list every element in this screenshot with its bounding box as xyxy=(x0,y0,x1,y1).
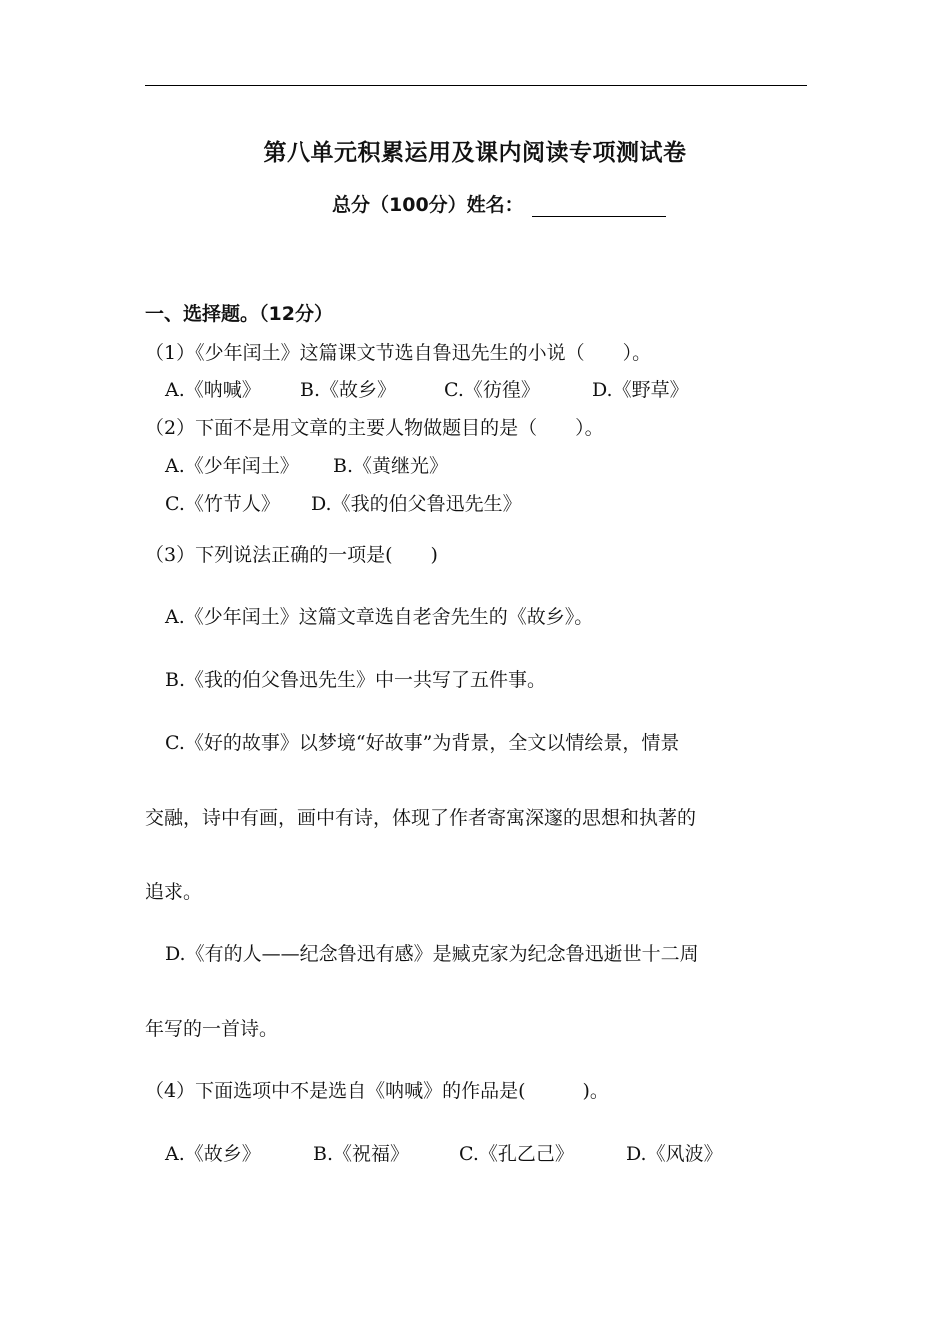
q2-options-row1 xyxy=(165,454,448,478)
q4-options xyxy=(165,1142,723,1166)
q4-option-d: D.《风波》 xyxy=(626,1143,723,1165)
q3-option-c-line3: 追求。 xyxy=(145,881,203,903)
q3-option-d-line2: 年写的一首诗。 xyxy=(145,1018,279,1040)
q3-option-a: A.《少年闰土》这篇文章选自老舍先生的《故乡》。 xyxy=(165,606,594,628)
q3-option-d-line1: D.《有的人——纪念鲁迅有感》是臧克家为纪念鲁迅逝世十二周 xyxy=(165,943,699,965)
q1-option-c: C.《彷徨》 xyxy=(444,379,540,401)
q2-option-c: C.《竹节人》 xyxy=(165,493,280,515)
q1-option-d: D.《野草》 xyxy=(592,379,689,401)
q2-option-b: B.《黄继光》 xyxy=(333,455,449,477)
q3-option-c-line1: C.《好的故事》以梦境“好故事”为背景，全文以情绘景，情景 xyxy=(165,732,680,754)
q2-option-a: A.《少年闰土》 xyxy=(165,455,299,477)
q2-stem: （2）下面不是用文章的主要人物做题目的是（ ）。 xyxy=(145,417,604,439)
section-1-heading: 一、选择题。（12分） xyxy=(145,303,333,325)
q4-stem: （4）下面选项中不是选自《呐喊》的作品是( )。 xyxy=(145,1080,609,1102)
page-title: 第八单元积累运用及课内阅读专项测试卷 xyxy=(263,140,687,166)
q3-option-b: B.《我的伯父鲁迅先生》中一共写了五件事。 xyxy=(165,669,547,691)
score-name-line xyxy=(332,190,666,217)
score-name-label: 总分（100分）姓名： xyxy=(332,194,524,216)
q3-stem: （3）下列说法正确的一项是( ) xyxy=(145,544,438,566)
q4-option-b: B.《祝福》 xyxy=(313,1143,410,1165)
q1-option-b: B.《故乡》 xyxy=(300,379,397,401)
q4-option-a: A.《故乡》 xyxy=(165,1143,261,1165)
q2-option-d: D.《我的伯父鲁迅先生》 xyxy=(311,493,522,515)
header-rule xyxy=(145,85,807,86)
q4-option-c: C.《孔乙己》 xyxy=(459,1143,574,1165)
q1-options xyxy=(165,378,689,402)
q1-stem: （1）《少年闰土》这篇课文节选自鲁迅先生的小说（ ）。 xyxy=(145,342,652,364)
name-blank-field[interactable] xyxy=(532,198,666,217)
q1-option-a: A.《呐喊》 xyxy=(165,379,261,401)
q3-option-c-line2: 交融，诗中有画，画中有诗，体现了作者寄寓深邃的思想和执著的 xyxy=(145,807,697,829)
q2-options-row2 xyxy=(165,492,522,516)
